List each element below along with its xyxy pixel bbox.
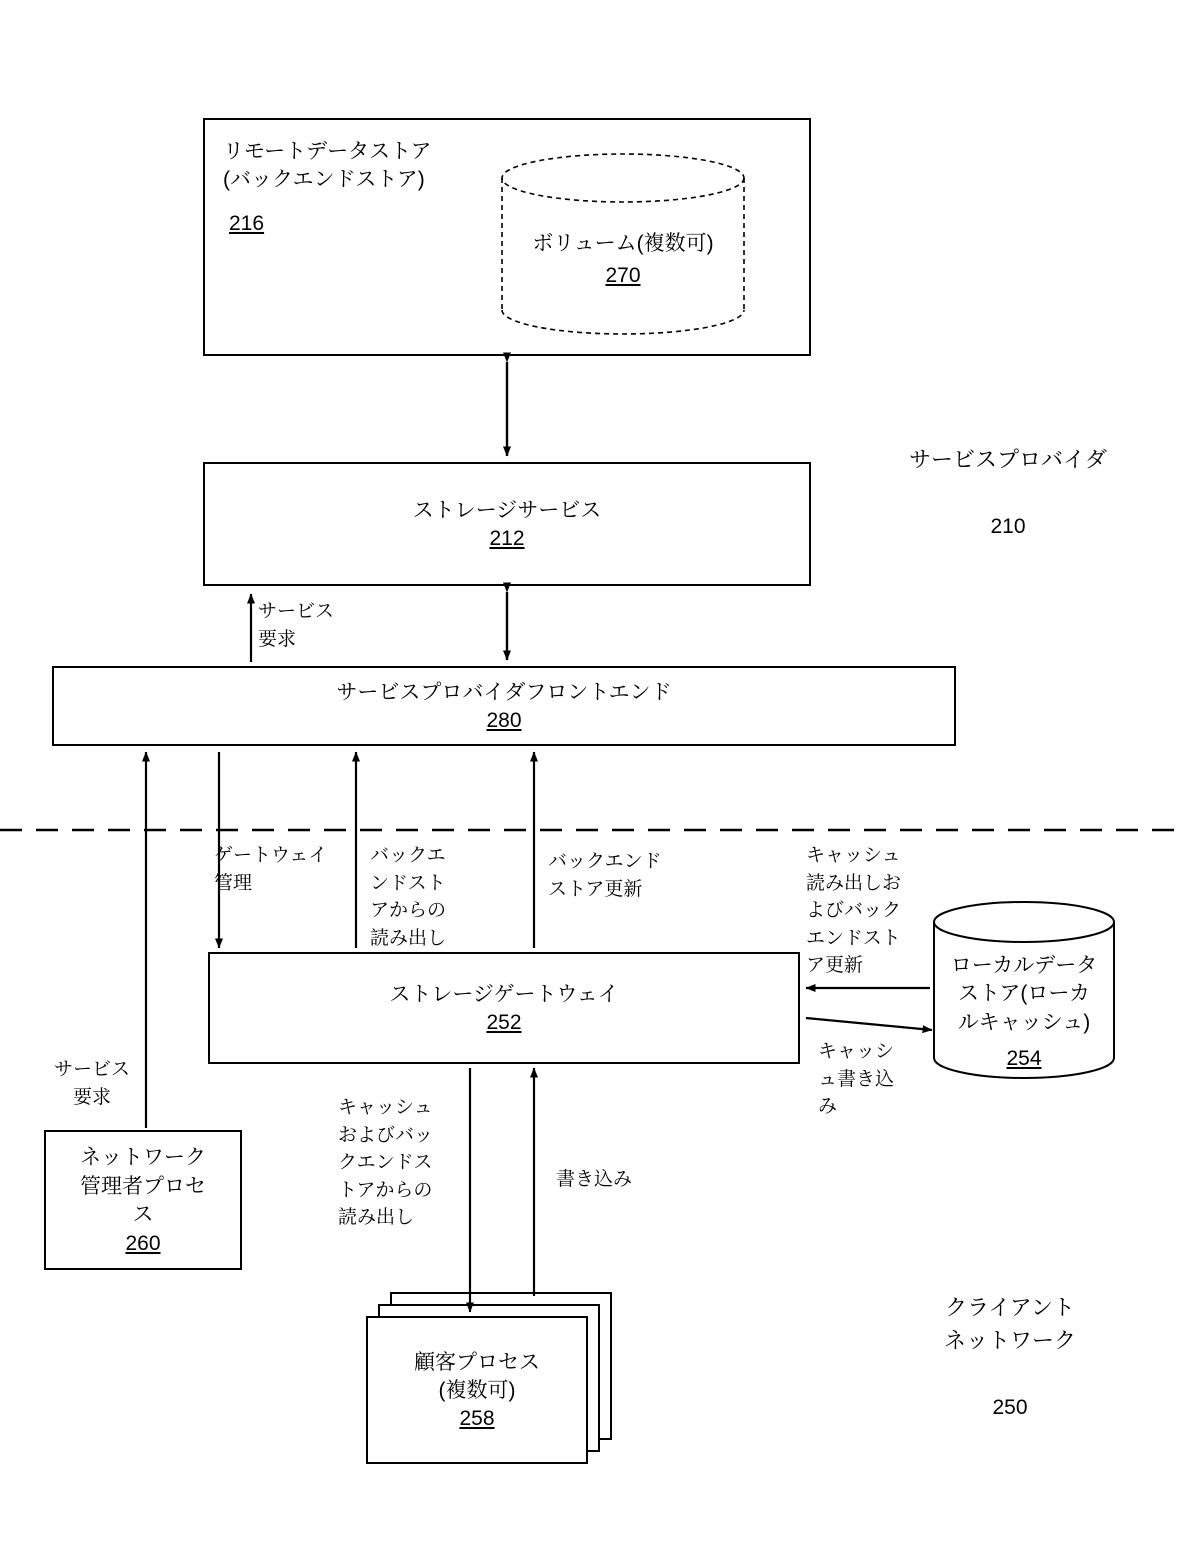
storage-service-number: 212 (489, 527, 525, 551)
service-provider-number: 210 (990, 515, 1026, 538)
edge-label-service-request-lower: サービス 要求 (53, 1059, 130, 1108)
customer-process-stack-front (366, 1316, 588, 1464)
remote-data-store-label: リモートデータストア (バックエンドストア) (223, 140, 432, 192)
node-local-data-store (932, 900, 1116, 1082)
storage-service-label: ストレージサービス (412, 498, 602, 522)
node-volume (500, 152, 746, 338)
local-data-store-label: ローカルデータ ストア(ローカ ルキャッシュ) (950, 954, 1098, 1034)
node-customer-process (366, 1292, 616, 1462)
network-admin-process-number: 260 (125, 1231, 161, 1255)
local-data-store-number: 254 (1006, 1047, 1042, 1070)
group-label-service-provider (868, 410, 1148, 543)
frontend-number: 280 (486, 709, 522, 733)
storage-gateway-label: ストレージゲートウェイ (389, 982, 619, 1006)
edge-label-write: 書き込み (556, 1169, 633, 1190)
node-storage-gateway (208, 952, 800, 1064)
volume-number: 270 (605, 264, 641, 287)
edge-label-cache-read-and-backend-update: キャッシュ 読み出しお よびバック エンドスト ア更新 (806, 845, 902, 977)
group-label-client-network (880, 1258, 1140, 1424)
edge-label-read-from-cache-and-backend: キャッシュ およびバッ クエンドス トアからの 読み出し (338, 1097, 434, 1229)
network-admin-process-label: ネットワーク 管理者プロセ ス (80, 1146, 206, 1227)
connector-cache-write (806, 1018, 932, 1030)
remote-data-store-number: 216 (229, 212, 265, 235)
service-provider-label: サービスプロバイダ (908, 447, 1107, 472)
edge-label-backend-store-update: バックエンド ストア更新 (548, 851, 662, 900)
client-network-number: 250 (992, 1396, 1028, 1419)
client-network-label: クライアント ネットワーク (943, 1295, 1076, 1353)
node-network-admin-process (44, 1130, 242, 1270)
frontend-label: サービスプロバイダフロントエンド (336, 680, 672, 704)
node-storage-service (203, 462, 811, 586)
edge-label-service-request-upper: サービス 要求 (258, 601, 335, 650)
storage-gateway-number: 252 (486, 1011, 522, 1035)
volume-label: ボリューム(複数可) (532, 232, 714, 255)
customer-process-label: 顧客プロセス (複数可) (414, 1350, 540, 1402)
edge-label-gateway-management: ゲートウェイ 管理 (214, 845, 328, 894)
node-frontend (52, 666, 956, 746)
edge-label-read-from-backend: バックエ ンドスト アからの 読み出し (370, 845, 447, 949)
customer-process-number: 258 (459, 1407, 495, 1431)
edge-label-cache-write: キャッシ ュ書き込 み (818, 1041, 895, 1118)
